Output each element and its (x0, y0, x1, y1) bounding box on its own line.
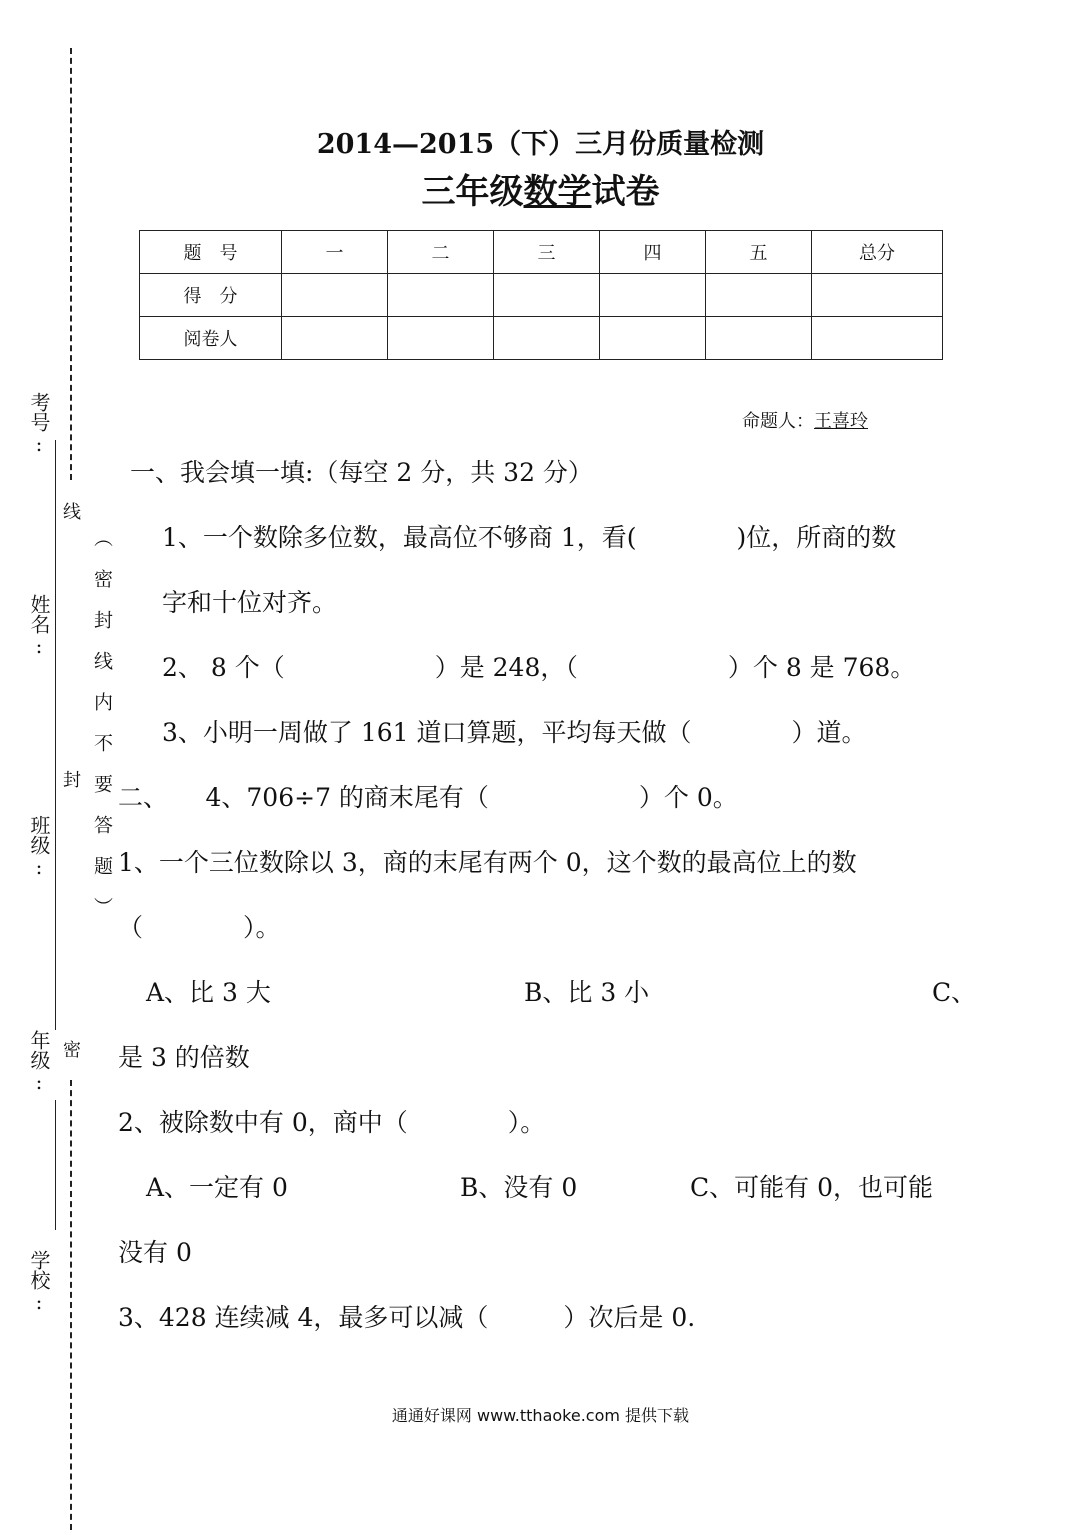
question-line: 二、 4、706÷7 的商末尾有（ ）个 0。 (118, 783, 738, 812)
question-line: 3、小明一周做了 161 道口算题，平均每天做（ ）道。 (162, 718, 867, 747)
table-header-cell: 四 (600, 231, 706, 274)
question-line: 2、 8 个（ ）是 248，（ ）个 8 是 768。 (162, 653, 916, 682)
score-cell[interactable] (706, 274, 812, 317)
choice-c: C、 (932, 978, 977, 1007)
grader-cell[interactable] (812, 317, 943, 360)
table-header-cell: 一 (282, 231, 388, 274)
question-line: 没有 0 (118, 1238, 192, 1267)
question-line: 2、被除数中有 0，商中（ ）。 (118, 1108, 546, 1137)
seal-word-line: 线 (60, 502, 81, 520)
table-row (140, 317, 943, 360)
seal-line-solid (55, 440, 56, 1030)
school-line (55, 1100, 56, 1230)
question-line: 是 3 的倍数 (118, 1043, 250, 1072)
grader-cell[interactable] (600, 317, 706, 360)
choice-a: A、比 3 大 (146, 978, 271, 1007)
score-cell[interactable] (600, 274, 706, 317)
choice-b: B、比 3 小 (524, 978, 650, 1007)
grader-cell[interactable] (706, 317, 812, 360)
seal-notice: （密封线内不要答题） (91, 528, 113, 938)
question-line: （ ）。 (118, 913, 281, 942)
score-cell[interactable] (282, 274, 388, 317)
author-label: 命题人： (742, 411, 814, 432)
question-line: 字和十位对齐。 (162, 588, 338, 617)
seal-word-seal: 封 (60, 770, 81, 788)
choice-c: C、可能有 0，也可能 (690, 1173, 933, 1202)
question-line: 3、428 连续减 4，最多可以减（ ）次后是 0. (118, 1303, 696, 1332)
score-table (139, 230, 943, 360)
grader-cell[interactable] (494, 317, 600, 360)
table-header-cell: 三 (494, 231, 600, 274)
author-name: 王喜玲 (814, 411, 868, 432)
footer-source: 通通好课网 www.tthaoke.com 提供下载 (391, 1406, 690, 1425)
paper-title (0, 164, 1081, 213)
seal-line-dashed (70, 48, 72, 480)
table-row (140, 274, 943, 317)
author (742, 407, 868, 433)
table-row-label: 阅卷人 (140, 317, 282, 360)
choice-b: B、没有 0 (460, 1173, 578, 1202)
seal-word-secret: 密 (60, 1040, 81, 1058)
table-header-cell: 五 (706, 231, 812, 274)
grader-cell[interactable] (282, 317, 388, 360)
class-label: 班级: (27, 815, 51, 879)
score-cell[interactable] (494, 274, 600, 317)
paper-title-post: 试卷 (591, 172, 660, 212)
question-line: 1、一个三位数除以 3，商的末尾有两个 0，这个数的最高位上的数 (118, 848, 857, 877)
paper-title-pre: 三年级 (421, 172, 524, 212)
exam-title: 2014—2015（下）三月份质量检测 (316, 129, 765, 160)
question-line: 1、一个数除多位数，最高位不够商 1，看( )位，所商的数 (162, 523, 897, 552)
section-1-heading: 一、我会填一填:（每空 2 分，共 32 分） (130, 458, 593, 487)
table-header-cell: 总分 (812, 231, 943, 274)
table-header-cell: 二 (388, 231, 494, 274)
choice-a: A、一定有 0 (146, 1173, 288, 1202)
table-header-cell: 题 号 (140, 231, 282, 274)
grade-label: 年级: (27, 1030, 51, 1094)
table-row-label: 得 分 (140, 274, 282, 317)
exam-no-label: 考号: (27, 392, 51, 456)
grader-cell[interactable] (388, 317, 494, 360)
table-header-row (140, 231, 943, 274)
score-cell[interactable] (812, 274, 943, 317)
name-label: 姓名: (27, 594, 51, 658)
school-label: 学校: (27, 1250, 51, 1314)
score-cell[interactable] (388, 274, 494, 317)
paper-title-subject: 数学 (523, 172, 592, 212)
seal-line-dashed-lower (70, 1080, 72, 1530)
